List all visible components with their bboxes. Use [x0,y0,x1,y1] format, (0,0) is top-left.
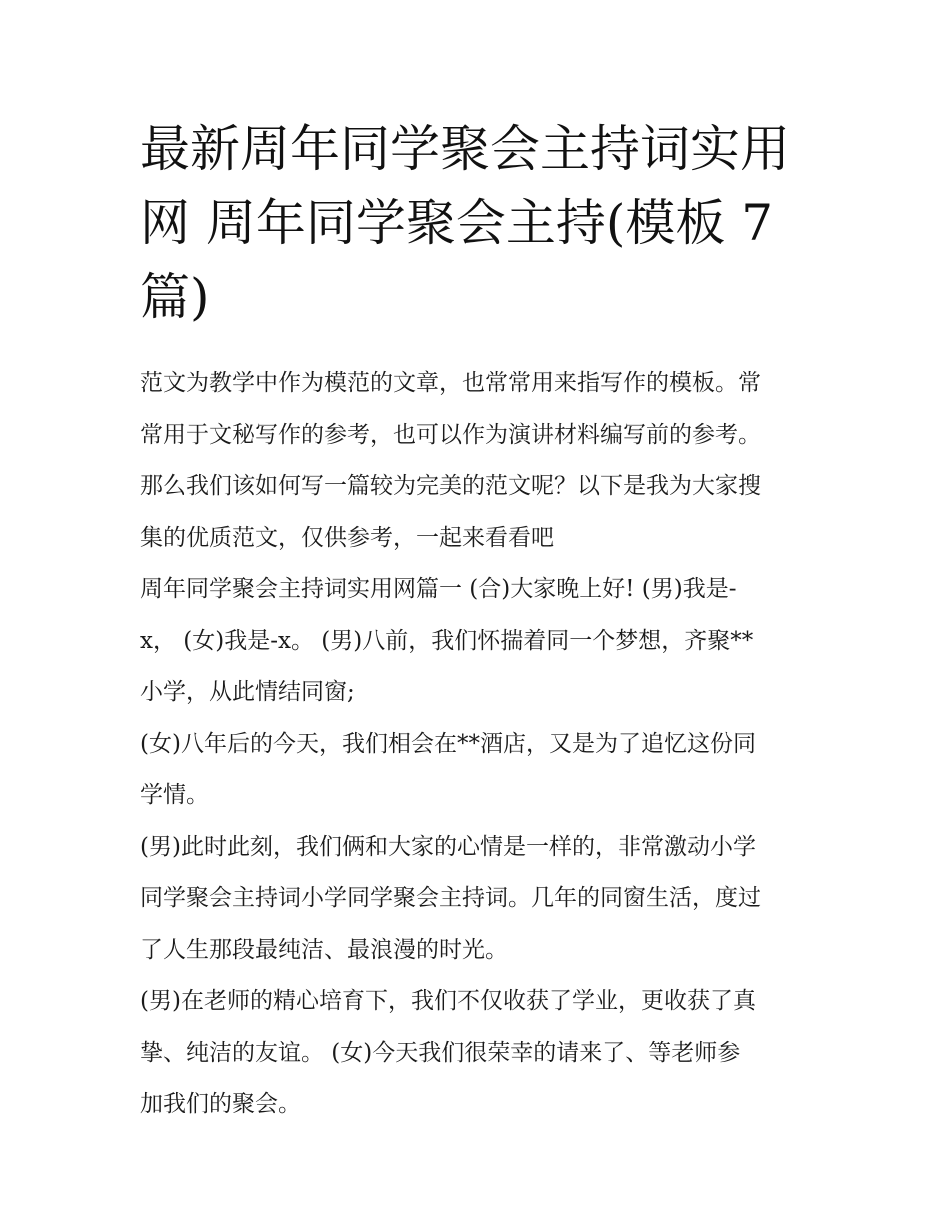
body-line: (男)此时此刻，我们俩和大家的心情是一样的，非常激动小学 [140,833,756,860]
body-line: 周年同学聚会主持词实用网篇一 (合)大家晚上好! (男)我是- [140,576,737,602]
title-line: 最新周年同学聚会主持词实用 [140,120,790,178]
body-line: 同学聚会主持词小学同学聚会主持词。几年的同窗生活，度过 [140,885,761,911]
body-line: 集的优质范文，仅供参考，一起来看看吧 [140,524,554,551]
body-line: 挚、纯洁的友谊。 (女)今天我们很荣幸的请来了、等老师参 [140,1039,741,1066]
body-line: (男)在老师的精心培育下，我们不仅收获了学业，更收获了真 [140,988,756,1014]
body-line: 那么我们该如何写一篇较为完美的范文呢？以下是我为大家搜 [140,473,761,499]
body-line: 学情。 [140,782,209,808]
body-line: 小学，从此情结同窗; [140,679,355,705]
document-body [140,358,820,1131]
body-line: 范文为教学中作为模范的文章，也常常用来指写作的模板。常 [140,370,761,396]
body-line: 加我们的聚会。 [140,1091,301,1117]
body-line: 了人生那段最纯洁、最浪漫的时光。 [140,936,508,963]
body-line: (女)八年后的今天，我们相会在**酒店，又是为了追忆这份同 [140,730,756,757]
body-line: x， (女)我是-x。 (男)八前，我们怀揣着同一个梦想，齐聚** [140,627,754,654]
title-line: 篇) [140,268,210,326]
title-line: 网 周年同学聚会主持(模板 7 [140,194,774,252]
body-line: 常用于文秘写作的参考，也可以作为演讲材料编写前的参考。 [140,421,761,448]
document-title [140,112,820,334]
